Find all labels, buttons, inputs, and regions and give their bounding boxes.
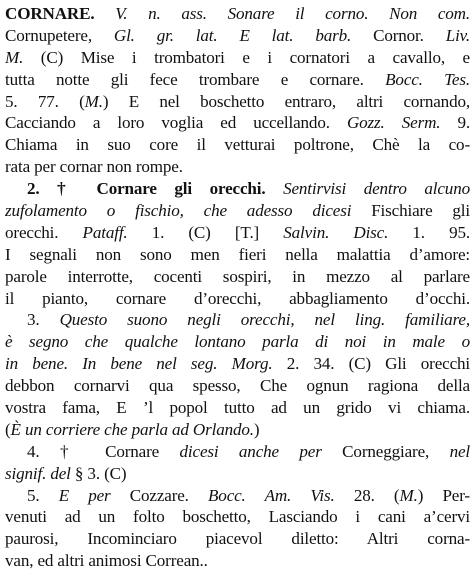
text-line xyxy=(5,288,470,310)
body-text: I segnali non sono men fieri nella malattia d’amore: xyxy=(5,244,470,264)
body-text: Cozzare. xyxy=(110,485,208,505)
italic-text: Bocc. Tes. xyxy=(385,69,470,89)
italic-text: zufolamento o fischio, che adesso dicesi xyxy=(5,201,352,221)
italic-text: è segno che qualche lontano parla di noi in male o xyxy=(5,332,470,352)
body-text: Cacciando a loro voglia ed uccellando. xyxy=(5,113,347,133)
body-text: 28. ( xyxy=(334,485,400,505)
body-text: Cornupetere, xyxy=(5,25,114,45)
text-line xyxy=(5,441,470,463)
italic-text: E per xyxy=(58,485,111,505)
text-line xyxy=(5,463,470,485)
body-text: 5. xyxy=(27,485,59,505)
body-text: rata per cornar non rompe. xyxy=(5,157,183,177)
body-text: ( xyxy=(5,419,11,439)
italic-text: M. xyxy=(399,485,418,505)
body-text: venuti ad un folto boschetto, Lasciando i cani a’cervi xyxy=(5,507,470,527)
text-line xyxy=(5,25,470,47)
body-text: vostra fama, E ’l popol tutto ad un grido vi chiama. xyxy=(5,398,470,418)
italic-text: dicesi anche per xyxy=(179,441,322,461)
italic-text: Pataff. xyxy=(82,222,128,242)
body-text: il pianto, cornare d’orecchi, abbagliamento d’occhi. xyxy=(5,288,470,308)
text-line xyxy=(5,309,470,331)
body-text: ) E nel boschetto entraro, altri cornando, xyxy=(102,91,470,111)
text-line xyxy=(5,222,470,244)
body-text: Corneggiare, xyxy=(321,441,450,461)
text-line xyxy=(5,266,470,288)
body-text: (C) Mise i trombatori e i cornatori a cavallo, e xyxy=(23,47,470,67)
body-text: tutta notte gli fece trombare e cornare. xyxy=(5,69,386,89)
text-line xyxy=(5,419,470,441)
body-text: 2. 34. (C) Gli orecchi xyxy=(272,354,470,374)
text-line xyxy=(5,69,470,91)
body-text: paurosi, Incominciaro piacevol diletto: Altri corna- xyxy=(5,529,470,549)
body-text: 9. xyxy=(440,113,470,133)
italic-text: Questo suono negli orecchi, nel ling. familiare, xyxy=(59,310,470,330)
body-text: § 3. (C) xyxy=(70,463,127,483)
italic-text: È un corriere che parla ad Orlando. xyxy=(10,419,254,439)
headword-text: CORNARE. xyxy=(5,4,95,23)
body-text: Fischiare gli xyxy=(351,201,470,221)
body-text: ) Per- xyxy=(417,485,470,505)
body-text: Chiama in suo core il vetturai poltrone, Chè la co- xyxy=(5,135,470,155)
italic-text: Sentirvisi dentro alcuno xyxy=(265,179,470,199)
body-text: debbon cornarvi qua spesso, Che ognun ragiona della xyxy=(5,376,470,396)
text-line xyxy=(5,528,470,550)
body-text: 1. 95. xyxy=(388,222,470,242)
text-line xyxy=(5,47,470,69)
body-text: Cornor. xyxy=(351,25,446,45)
text-line xyxy=(5,244,470,266)
italic-text: V. n. ass. Sonare il corno. Non com. xyxy=(94,4,470,23)
text-line xyxy=(5,200,470,222)
body-text: ) xyxy=(253,419,260,439)
text-line xyxy=(5,3,470,25)
text-line xyxy=(5,112,470,134)
body-text: 5. 77. ( xyxy=(5,91,85,111)
text-line xyxy=(5,485,470,507)
body-text: 4. † Cornare xyxy=(27,441,180,461)
italic-text: Bocc. Am. Vis. xyxy=(208,485,335,505)
italic-text: M. xyxy=(84,91,103,111)
body-text: orecchi. xyxy=(5,222,83,242)
italic-text: nel xyxy=(449,441,470,461)
text-line xyxy=(5,178,470,200)
text-line xyxy=(5,375,470,397)
text-line xyxy=(5,550,470,572)
italic-text: Gl. gr. lat. E lat. barb. xyxy=(113,25,352,45)
body-text: van, ed altri animosi Correan.. xyxy=(5,551,208,571)
italic-text: in bene. In bene nel seg. Morg. xyxy=(5,354,273,374)
italic-text: Liv. xyxy=(445,25,470,45)
italic-text: Gozz. Serm. xyxy=(346,113,441,133)
text-line xyxy=(5,506,470,528)
body-text: 3. xyxy=(27,310,60,330)
text-line xyxy=(5,91,470,113)
italic-text: M. xyxy=(5,47,24,67)
body-text: parole interrotte, cocenti sospiri, in mezzo al parlare xyxy=(5,266,470,286)
text-line xyxy=(5,134,470,156)
text-line xyxy=(5,353,470,375)
headword-text: Cornare gli orecchi. xyxy=(96,179,266,199)
body-text: 1. (C) [T.] xyxy=(127,222,284,242)
italic-text: Salvin. Disc. xyxy=(283,222,389,242)
italic-text: signif. del xyxy=(5,463,71,483)
text-line xyxy=(5,397,470,419)
text-line xyxy=(5,156,470,178)
text-line xyxy=(5,331,470,353)
headword-text: 2. † xyxy=(27,179,97,199)
